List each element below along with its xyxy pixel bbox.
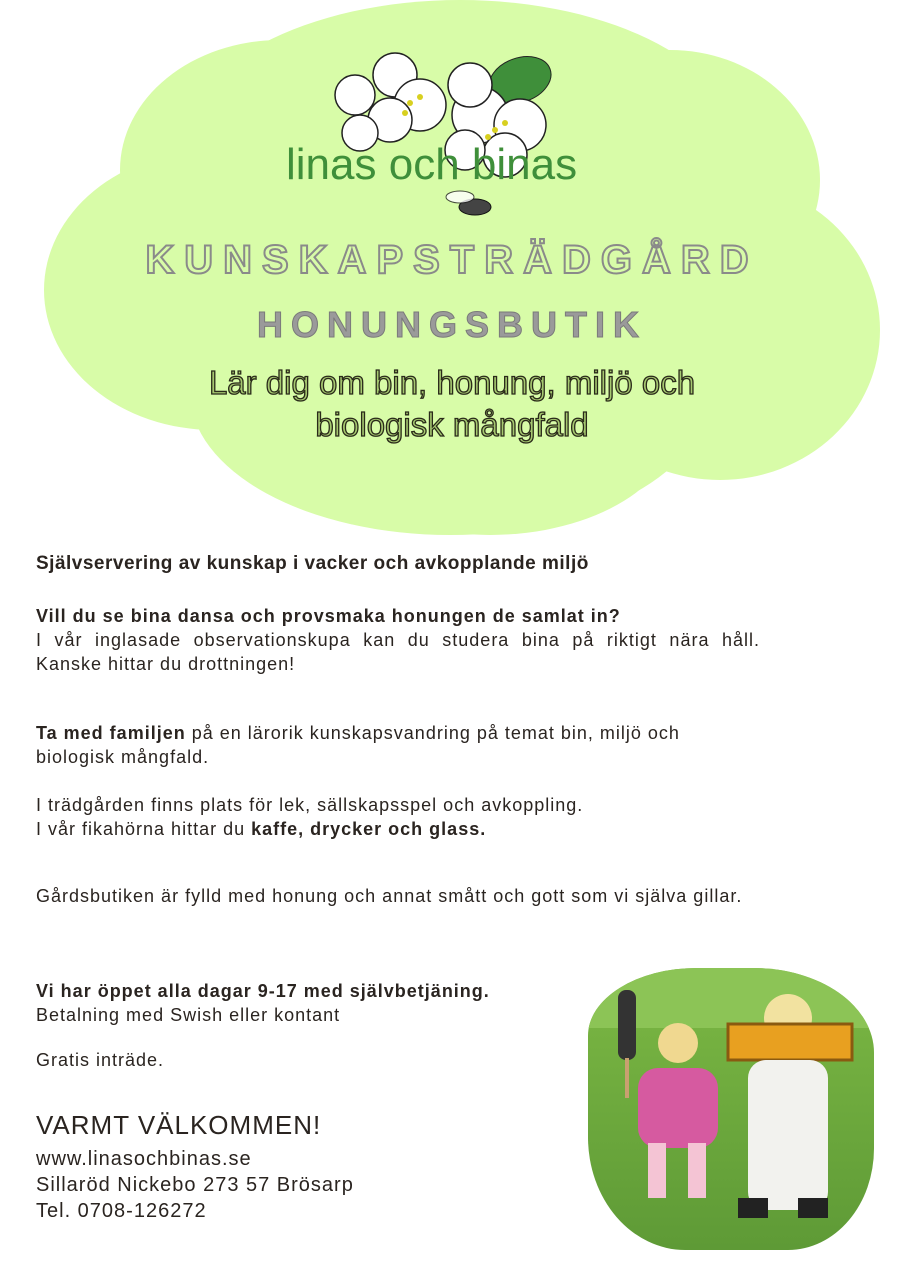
paragraph-family xyxy=(36,721,760,769)
website-link[interactable]: www.linasochbinas.se xyxy=(36,1148,252,1170)
tagline xyxy=(0,362,904,446)
lead-heading: Självservering av kunskap i vacker och avkopplande miljö xyxy=(36,553,589,574)
apple-blossom-logo-icon xyxy=(280,45,620,225)
paragraph-text: I vår inglasade observationskupa kan du studera bina på riktigt nära håll. Kanske hittar du drottningen! xyxy=(36,630,760,674)
children-with-honey-frame-photo xyxy=(588,968,874,1250)
paragraph-shop: Gårdsbutiken är fylld med honung och annat smått och gott som vi själva gillar. xyxy=(36,886,743,906)
phone-number: Tel. 0708-126272 xyxy=(36,1200,207,1222)
paragraph-text: I trädgården finns plats för lek, sällskapsspel och avkoppling. xyxy=(36,795,584,815)
paragraph-hours xyxy=(36,979,596,1027)
paragraph-text: I vår fikahörna hittar du xyxy=(36,819,252,839)
paragraph-bold: kaffe, drycker och glass. xyxy=(251,819,487,839)
paragraph-garden xyxy=(36,793,760,841)
paragraph-bold: Ta med familjen xyxy=(36,723,186,743)
paragraph-text: på en lärorik kunskapsvandring på temat bin, miljö och biologisk mångfald. xyxy=(36,723,680,767)
address: Sillaröd Nickebo 273 57 Brösarp xyxy=(36,1174,354,1196)
paragraph-text: Betalning med Swish eller kontant xyxy=(36,1005,341,1025)
tagline-line-1: Lär dig om bin, honung, miljö och xyxy=(208,364,696,401)
paragraph-observation xyxy=(36,604,760,676)
paragraph-bold: Vi har öppet alla dagar 9-17 med självbetjäning. xyxy=(36,981,490,1001)
paragraph-bold: Vill du se bina dansa och provsmaka honungen de samlat in? xyxy=(36,606,621,626)
tagline-line-2: biologisk mångfald xyxy=(315,406,589,443)
welcome-heading: VARMT VÄLKOMMEN! xyxy=(36,1110,322,1140)
logo-wordmark: linas och binas xyxy=(286,140,578,189)
page-subtitle: HONUNGSBUTIK xyxy=(257,304,647,345)
page-title: KUNSKAPSTRÄDGÅRD xyxy=(145,238,759,282)
paragraph-entry: Gratis inträde. xyxy=(36,1050,165,1070)
